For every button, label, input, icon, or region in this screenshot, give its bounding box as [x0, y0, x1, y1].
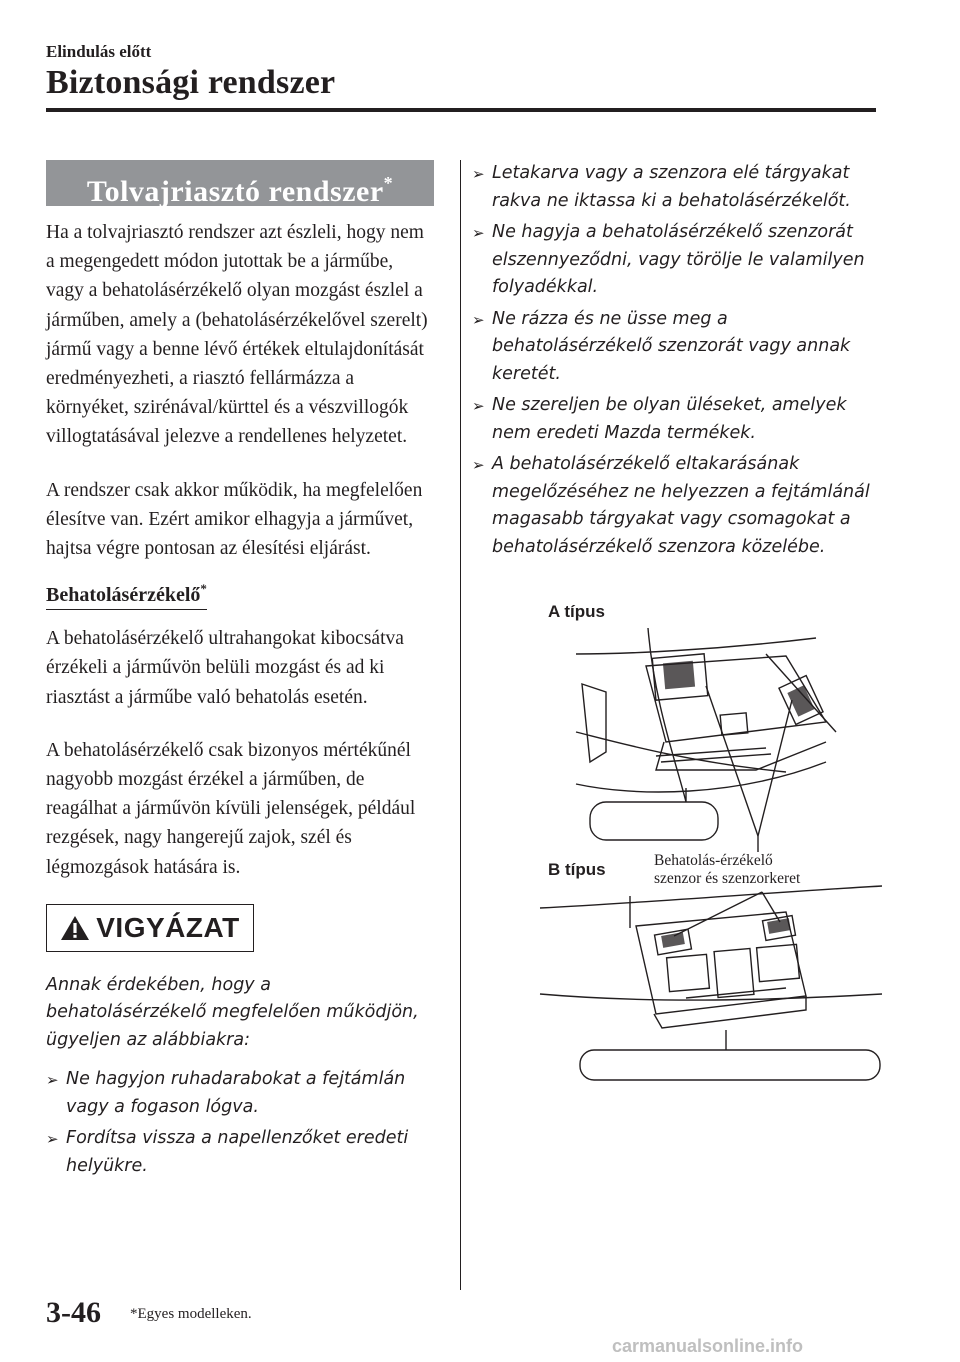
left-column — [46, 160, 434, 1184]
intrusion-sensor-heading-star: * — [200, 581, 207, 597]
bullet-arrow-icon: ➢ — [46, 1071, 59, 1090]
overhead-console-illustration — [536, 592, 886, 1082]
bullet-arrow-icon: ➢ — [472, 165, 485, 183]
list-item — [472, 451, 884, 561]
list-item-text: Ne hagyja a behatolásérzékelő szenzorát elszennyeződni, vagy törölje le valamilyen folyadékkal. — [492, 222, 865, 297]
intro-paragraph: Ha a tolvajriasztó rendszer azt észleli, hogy nem a megengedett módon jutottak be a járműbe, vagy a behatolásérzékelő olyan mozgást észlel a járműben, amely a (behatolásérzékelővel szerelt) jármű vagy a benne lévő értékek eltulajdonítását eredményezheti, a riasztó fellármázza a környéket, szirénával/kürttel és a vészvillogók villogtatásával jelezve a rendellenes helyzetet. — [46, 222, 428, 448]
arming-paragraph: A rendszer csak akkor működik, ha megfelelően élesítve van. Ezért amikor elhagyja a járművet, hajtsa végre pontosan az élesítési eljárást. — [46, 479, 423, 560]
list-item — [472, 160, 884, 215]
warning-box — [46, 904, 254, 952]
bullet-arrow-icon: ➢ — [472, 456, 485, 474]
sensor-paragraph-1: A behatolásérzékelő ultrahangokat kibocsátva érzékeli a járművön belüli mozgást és ad ki riasztást a járműbe való behatolás esetén. — [46, 628, 404, 708]
section-heading-star: * — [383, 173, 394, 193]
bullet-arrow-icon: ➢ — [472, 397, 485, 415]
warning-intro: Annak érdekében, hogy a behatolásérzékelő megfelelően működjön, ügyeljen az alábbiakra: — [46, 974, 419, 1050]
bullet-arrow-icon: ➢ — [46, 1130, 59, 1149]
watermark: carmanualsonline.info — [612, 1336, 804, 1356]
figure-callout-line2: szenzor és szenzorkeret — [654, 870, 801, 887]
figure-callout-line1: Behatolás-érzékelő — [654, 852, 773, 869]
list-item-text: Ne rázza és ne üsse meg a behatolásérzékelő szenzorát vagy annak keretét. — [492, 308, 851, 384]
section-small-title: Elindulás előtt — [46, 42, 152, 61]
figure-label-type-a: A típus — [548, 602, 605, 621]
column-divider — [460, 160, 461, 1290]
list-item — [472, 219, 884, 302]
page-title: Biztonsági rendszer — [46, 64, 336, 101]
section-heading-text: Tolvajriasztó rendszer — [86, 175, 384, 208]
bullet-arrow-icon: ➢ — [472, 310, 485, 329]
intrusion-sensor-heading — [46, 581, 207, 610]
section-heading — [46, 160, 434, 206]
warning-label: VIGYÁZAT — [96, 911, 240, 943]
sensor-paragraph-2: A behatolásérzékelő csak bizonyos mértékűnél nagyobb mozgást érzékel a járműben, de reagálhat a járművön kívüli jelenségek, például rezgések, nagy hangerejű zajok, szél és légmozgások hatására is. — [46, 739, 416, 878]
sensor-figure — [536, 592, 886, 1082]
right-column — [472, 160, 884, 565]
warning-item-text: Ne hagyjon ruhadarabokat a fejtámlán vagy a fogason lógva. — [66, 1069, 406, 1117]
bullet-arrow-icon: ➢ — [472, 224, 485, 242]
list-item-text: Letakarva vagy a szenzora elé tárgyakat rakva ne iktassa ki a behatolásérzékelőt. — [492, 163, 851, 211]
list-item-text: Ne szereljen be olyan üléseket, amelyek nem eredeti Mazda termékek. — [492, 395, 847, 443]
header-rule — [46, 108, 876, 112]
warning-item-text: Fordítsa vissza a napellenzőket eredeti helyükre. — [66, 1128, 409, 1176]
intrusion-sensor-heading-text: Behatolásérzékelő — [46, 584, 201, 607]
list-item — [472, 306, 884, 389]
figure-label-type-b: B típus — [548, 860, 606, 879]
warning-item — [46, 1125, 434, 1180]
warning-triangle-icon — [60, 915, 90, 941]
list-item-text: A behatolásérzékelő eltakarásának megelőzéséhez ne helyezzen a fejtámlánál magasabb tárgyakat vagy csomagokat a behatolásérzékelő szenzora közelébe. — [492, 454, 870, 557]
footnote: *Egyes modelleken. — [130, 1306, 252, 1322]
warning-item — [46, 1066, 434, 1121]
page-number: 3-46 — [46, 1296, 101, 1329]
list-item — [472, 392, 884, 447]
